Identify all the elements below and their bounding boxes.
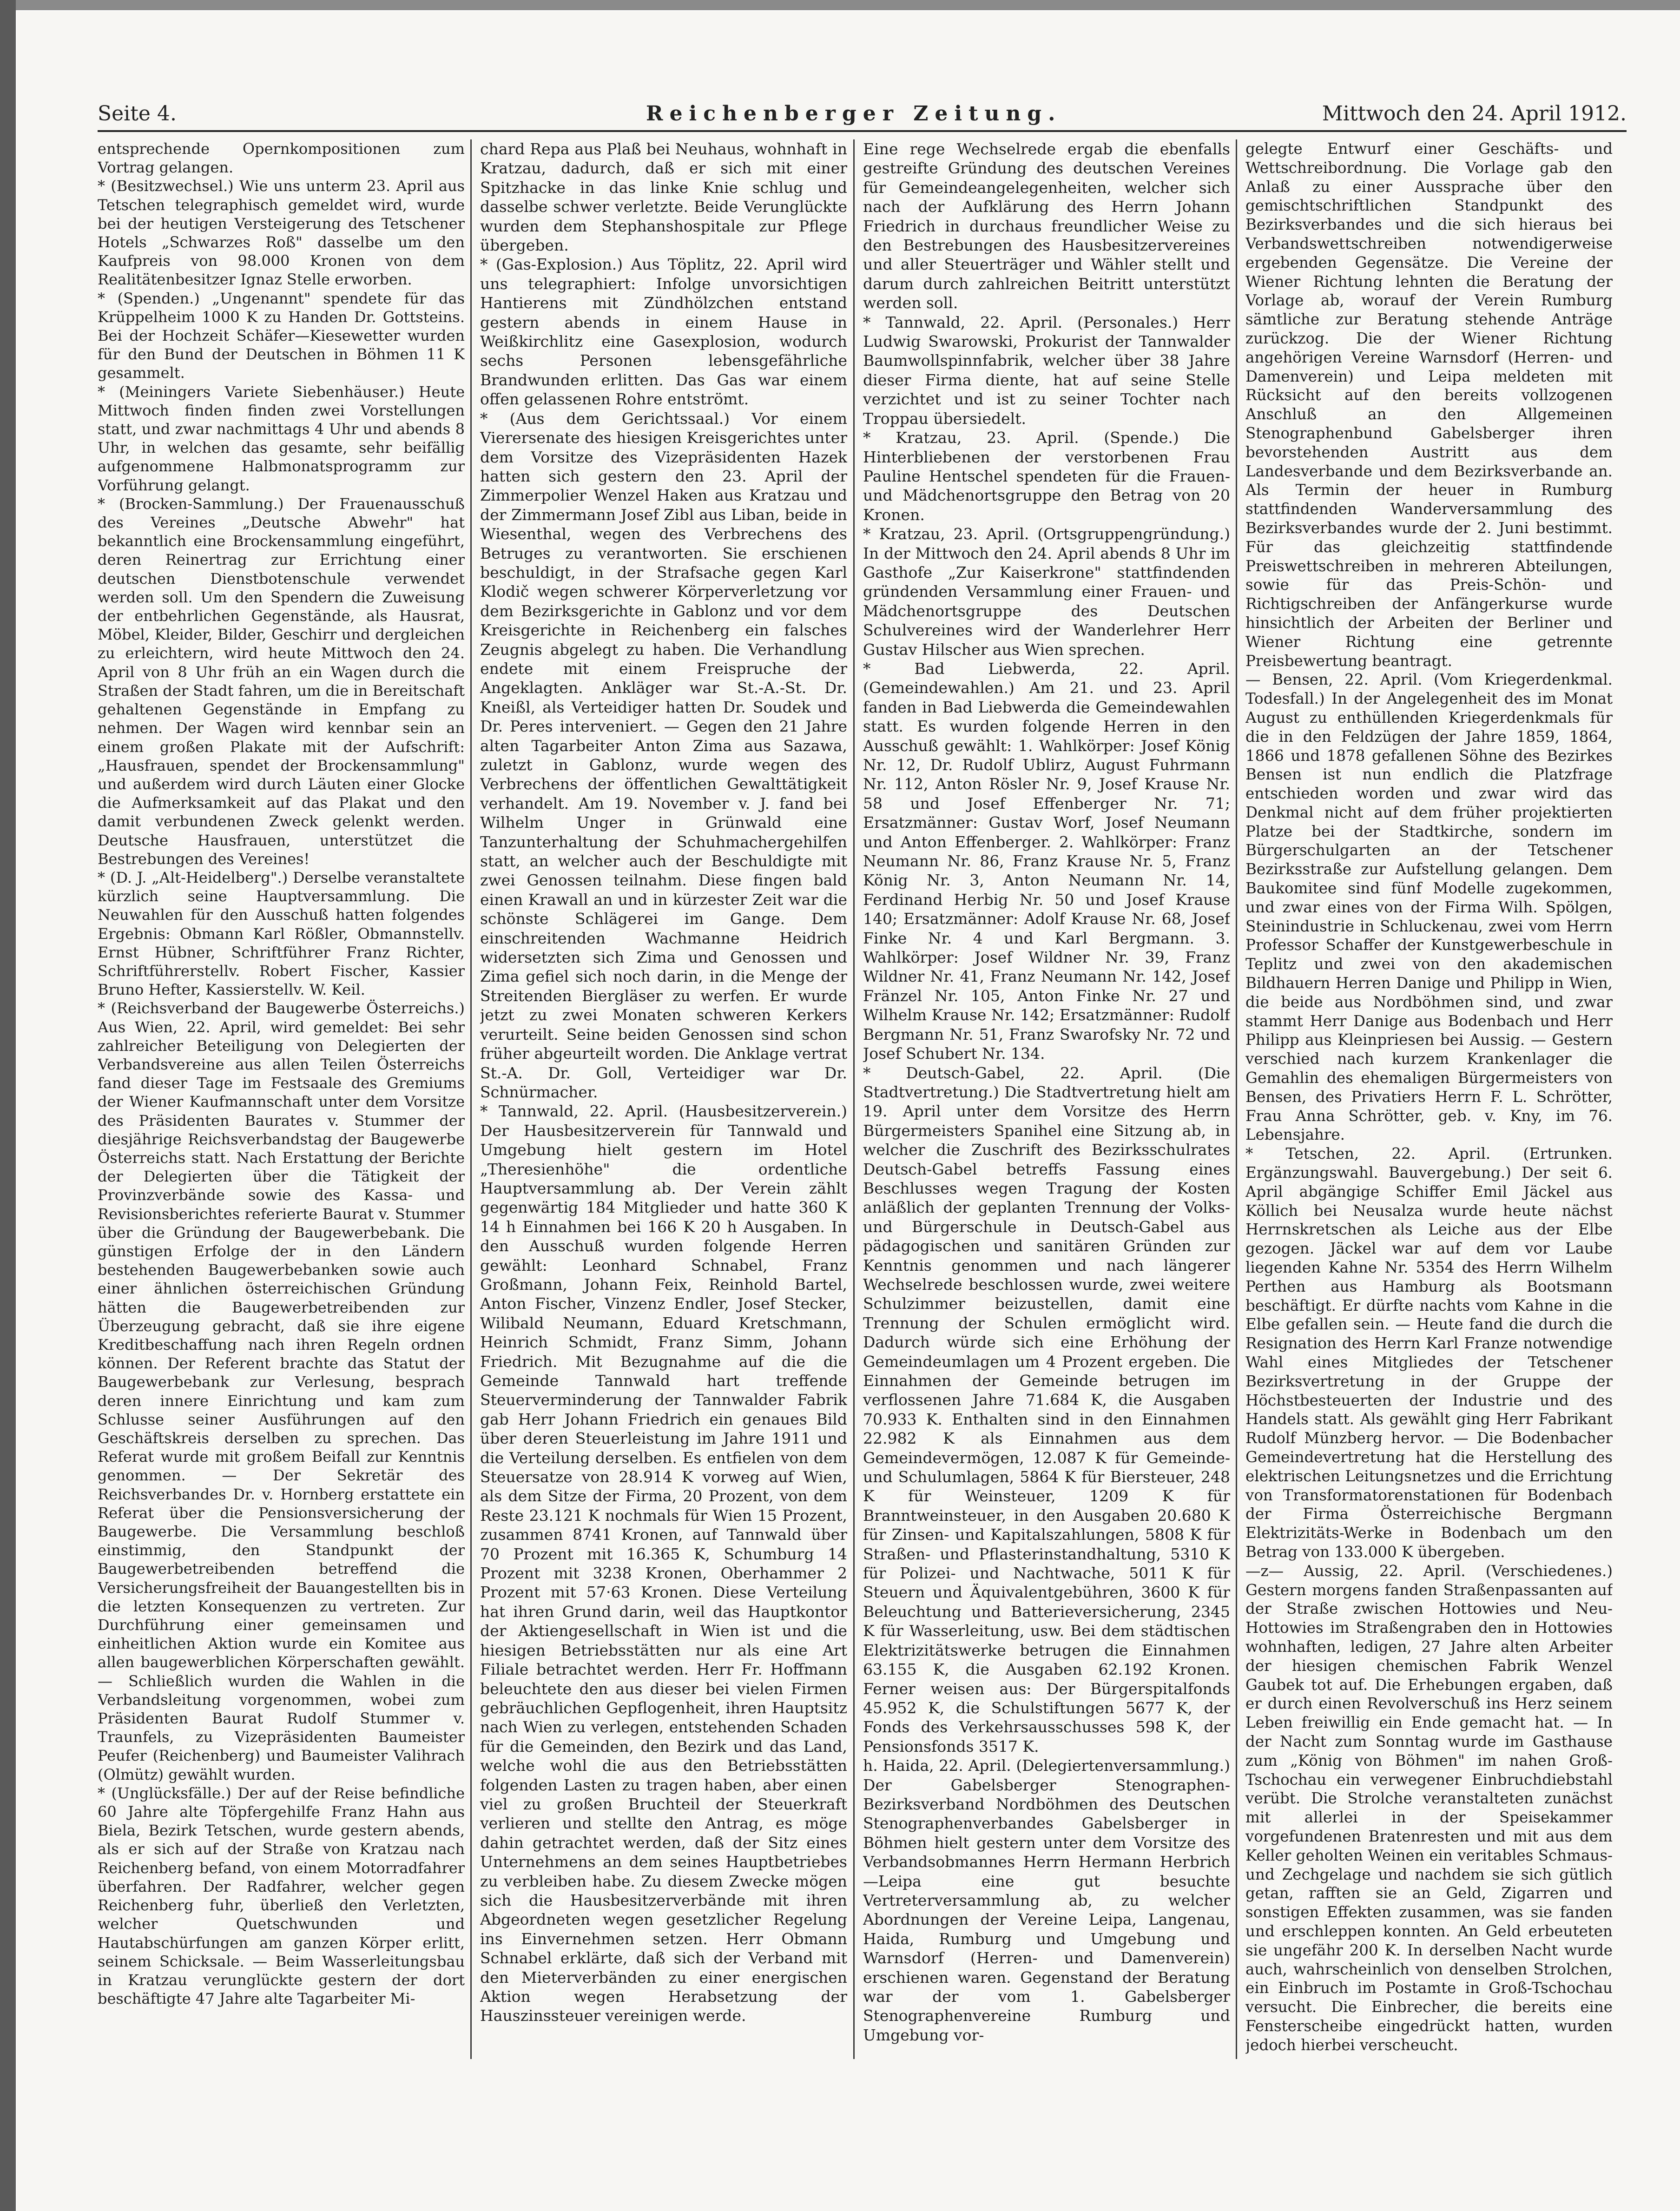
page-number: Seite 4. — [98, 102, 177, 125]
article-paragraph: h. Haida, 22. April. (Delegiertenversammlung.) Der Gabelsberger Stenographen-Bezirksverband Nordböhmen des Deutschen Stenographenverbandes Gabelsberger in Böhmen hielt gestern unter dem Vorsitze des Verbandsobmannes Herrn Hermann Herbrich—Leipa eine gut besuchte Vertreterversammlung ab, zu welcher Abordnungen der Vereine Leipa, Langenau, Haida, Rumburg und Umgebung und Warnsdorf (Herren- und Damenverein) erschienen waren. Gegenstand der Beratung war der vom 1. Gabelsberger Stenographenvereine Rumburg und Umgebung vor- — [863, 1756, 1230, 2044]
article-paragraph: * Tetschen, 22. April. (Ertrunken. Ergänzungswahl. Bauvergebung.) Der seit 6. April abgängige Schiffer Emil Jäckel aus Köllich bei Neusalza wurde heute nächst Herrnskretschen als Leiche aus der Elbe gezogen. Jäckel war auf dem vor Laube liegenden Kahne Nr. 5354 des Herrn Wilhelm Perthen aus Hamburg als Bootsmann beschäftigt. Er dürfte nachts vom Kahne in die Elbe gefallen sein. — Heute fand die durch die Resignation des Herrn Karl Franze notwendige Wahl eines Mitgliedes der Tetschener Bezirksvertretung in der Gruppe der Höchstbesteuerten der Industrie und des Handels statt. Als gewählt ging Herr Fabrikant Rudolf Münzberg hervor. — Die Bodenbacher Gemeindevertretung hat die Herstellung des elektrischen Leitungsnetzes und die Errichtung von Transformatorenstationen für Bodenbach der Firma Österreichische Bergmann Elektrizitäts-Werke in Bodenbach um den Betrag von 133.000 K übergeben. — [1245, 1145, 1613, 1561]
article-paragraph: * (Besitzwechsel.) Wie uns unterm 23. April aus Tetschen telegraphisch gemeldet wird, wurde bei der heutigen Versteigerung des Tetschener Hotels „Schwarzes Roß" dasselbe um den Kaufpreis von 98.000 Kronen von dem Realitätenbesitzer Ignaz Stelle erworben. — [98, 177, 465, 289]
column-2 — [480, 139, 847, 2059]
article-paragraph: * (Unglücksfälle.) Der auf der Reise befindliche 60 Jahre alte Töpfergehilfe Franz Hahn aus Biela, Bezirk Tetschen, wurde gestern abends, als er sich auf der Straße von Kratzau nach Reichenberg befand, von einem Motorradfahrer überfahren. Der Radfahrer, welcher gegen Reichenberg fuhr, überließ den Verletzten, welcher Quetschwunden und Hautabschürfungen am ganzen Körper erlitt, seinem Schicksale. — Beim Wasserleitungsbau in Kratzau verunglückte gestern der dort beschäftigte 47 Jahre alte Tagarbeiter Mi- — [98, 1784, 465, 2008]
article-paragraph: gelegte Entwurf einer Geschäfts- und Wettschreibordnung. Die Vorlage gab den Anlaß zu einer Aussprache über den gemischtschriftlichen Standpunkt des Bezirksverbandes und die sich hieraus bei Verbandswettschreiben notwendigerweise ergebenden Gegensätze. Die Vereine der Wiener Richtung lehnten die Beratung der Vorlage ab, worauf der Verein Rumburg sämtliche zur Beratung stehende Anträge zurückzog. Die der Wiener Richtung angehörigen Vereine Warnsdorf (Herren- und Damenverein) und Leipa meldeten mit Rücksicht auf den bereits vollzogenen Anschluß an den Allgemeinen Stenographenbund Gabelsberger ihren bevorstehenden Austritt aus dem Landesverbande und dem Bezirksverbande an. Als Termin der heuer in Rumburg stattfindenden Wanderversammlung des Bezirksverbandes wurde der 2. Juni bestimmt. Für das gleichzeitig stattfindende Preiswettschreiben in mehreren Abteilungen, sowie für das Preis-Schön- und Richtigschreiben der Anfängerkurse wurde hinsichtlich der Arbeiten der Berliner und Wiener Richtung eine getrennte Preisbewertung beantragt. — [1245, 140, 1613, 670]
scan-edge-left — [0, 0, 16, 2211]
newspaper-title: Reichenberger Zeitung. — [646, 102, 1062, 125]
article-paragraph: * (Aus dem Gerichtssaal.) Vor einem Vierersenate des hiesigen Kreisgerichtes unter dem Vorsitze des Vizepräsidenten Hazek hatten sich gestern den 23. April der Zimmerpolier Wenzel Haken aus Kratzau und der Zimmermann Josef Zibl aus Liban, beide in Wiesenthal, wegen des Verbrechens des Betruges zu verantworten. Sie erschienen beschuldigt, in der Strafsache gegen Karl Klodič wegen schwerer Körperverletzung vor dem Bezirksgerichte in Gablonz und vor dem Kreisgerichte in Reichenberg ein falsches Zeugnis abgelegt zu haben. Die Verhandlung endete mit einem Freispruche der Angeklagten. Ankläger war St.-A.-St. Dr. Kneißl, als Verteidiger hatten Dr. Soudek und Dr. Peres interveniert. — Gegen den 21 Jahre alten Tagarbeiter Anton Zima aus Sazawa, zuletzt in Gablonz, wurde wegen des Verbrechens der öffentlichen Gewalttätigkeit verhandelt. Am 19. November v. J. fand bei Wilhelm Unger in Grünwald eine Tanzunterhaltung der Schuhmachergehilfen statt, an welcher auch der Beschuldigte mit zwei Genossen teilnahm. Diese fingen bald einen Krawall an und in kürzester Zeit war die schönste Schlägerei im Gange. Dem einschreitenden Wachmanne Heidrich widersetzten sich Zima und Genossen und Zima gefiel sich noch darin, in die Menge der Streitenden Biergläser zu werfen. Er wurde jetzt zu zwei Monaten schweren Kerkers verurteilt. Seine beiden Genossen sind schon früher abgeurteilt worden. Die Anklage vertrat St.-A. Dr. Goll, Verteidiger war Dr. Schnürmacher. — [480, 409, 847, 1101]
scan-edge-top — [0, 0, 1680, 10]
article-paragraph: * (Reichsverband der Baugewerbe Österreichs.) Aus Wien, 22. April, wird gemeldet: Bei sehr zahlreicher Beteiligung von Delegierten der Verbandsvereine aus allen Teilen Österreichs fand dieser Tage im Festsaale des Gremiums der Wiener Kaufmannschaft unter dem Vorsitze des Präsidenten Baurates v. Stummer der diesjährige Reichsverbandstag der Baugewerbe Österreichs statt. Nach Erstattung der Berichte der Delegierten über die Tätigkeit der Provinzverbände sowie des Kassa- und Revisionsberichtes referierte Baurat v. Stummer über die Gründung der Baugewerbebank. Die günstigen Erfolge der in den Ländern bestehenden Baugewerbebanken sowie auch einer ähnlichen österreichischen Gründung hätten die Baugewerbetreibenden zur Überzeugung gebracht, daß sie ihre eigene Kreditbeschaffung nach ihren Regeln ordnen können. Der Referent brachte das Statut der Baugewerbebank zur Verlesung, besprach deren innere Einrichtung und kam zum Schlusse seiner Ausführungen auf den Geschäftskreis derselben zu sprechen. Das Referat wurde mit großem Beifall zur Kenntnis genommen. — Der Sekretär des Reichsverbandes Dr. v. Hornberg erstattete ein Referat über die Pensionsversicherung der Baugewerbe. Die Versammlung beschloß einstimmig, den Standpunkt der Baugewerbetreibenden betreffend die Versicherungsfreiheit der Bauangestellten bis in die letzten Konsequenzen zu vertreten. Zur Durchführung einer gemeinsamen und einheitlichen Aktion wurde ein Komitee aus allen baugewerblichen Körperschaften gewählt. — Schließlich wurden die Wahlen in die Verbandsleitung vorgenommen, wobei zum Präsidenten Baurat Rudolf Stummer v. Traunfels, zu Vizepräsidenten Baumeister Peufer (Reichenberg) und Baumeister Valihrach (Olmütz) gewählt wurden. — [98, 999, 465, 1783]
article-paragraph: * Deutsch-Gabel, 22. April. (Die Stadtvertretung.) Die Stadtvertretung hielt am 19. April unter dem Vorsitze des Herrn Bürgermeisters Spanihel eine Sitzung ab, in welcher die Zuschrift des Bezirksschulrates Deutsch-Gabel betreffs Fassung eines Beschlusses wegen Tragung der Kosten anläßlich der geplanten Trennung der Volks- und Bürgerschule in Deutsch-Gabel aus pädagogischen und sanitären Gründen zur Kenntnis genommen und nach längerer Wechselrede beschlossen wurde, zwei weitere Schulzimmer beizustellen, damit eine Trennung der Schulen ermöglicht wird. Dadurch würde sich eine Erhöhung der Gemeindeumlagen um 4 Prozent ergeben. Die Einnahmen der Gemeinde betrugen im verflossenen Jahre 71.684 K, die Ausgaben 70.933 K. Enthalten sind in den Einnahmen 22.982 K als Einnahmen aus dem Gemeindevermögen, 12.087 K für Gemeinde- und Schulumlagen, 5864 K für Biersteuer, 248 K für Weinsteuer, 1209 K für Branntweinsteuer, in den Ausgaben 20.680 K für Zinsen- und Kapitalszahlungen, 5808 K für Straßen- und Pflasterinstandhaltung, 5310 K für Polizei- und Nachtwache, 5011 K für Steuern und Äquivalentgebühren, 3600 K für Beleuchtung und Batterieversicherung, 2345 K für Wasserleitung, usw. Bei dem städtischen Elektrizitätswerke betrugen die Einnahmen 63.155 K, die Ausgaben 62.192 Kronen. Ferner weisen aus: Der Bürgerspitalfonds 45.952 K, die Schulstiftungen 5677 K, der Fonds des Verkehrsausschusses 598 K, der Pensionsfonds 3517 K. — [863, 1063, 1230, 1756]
column-rule — [470, 139, 472, 2059]
article-paragraph: * (Spenden.) „Ungenannt" spendete für das Krüppelheim 1000 K zu Handen Dr. Gottsteins. Bei der Hochzeit Schäfer—Kiesewetter wurden für den Bund der Deutschen in Böhmen 11 K gesammelt. — [98, 289, 465, 382]
article-paragraph: * Bad Liebwerda, 22. April. (Gemeindewahlen.) Am 21. und 23. April fanden in Bad Liebwerda die Gemeindewahlen statt. Es wurden folgende Herren in den Ausschuß gewählt: 1. Wahlkörper: Josef König Nr. 12, Dr. Rudolf Ublirz, August Fuhrmann Nr. 112, Anton Rösler Nr. 9, Josef Krause Nr. 58 und Josef Effenberger Nr. 71; Ersatzmänner: Gustav Worf, Josef Neumann und Anton Effenberger. 2. Wahlkörper: Franz Neumann Nr. 86, Franz Krause Nr. 5, Franz König Nr. 3, Anton Neumann Nr. 14, Ferdinand Herbig Nr. 50 und Josef Krause 140; Ersatzmänner: Adolf Krause Nr. 68, Josef Finke Nr. 4 und Karl Bergmann. 3. Wahlkörper: Josef Wildner Nr. 39, Franz Wildner Nr. 41, Franz Neumann Nr. 142, Josef Fränzel Nr. 105, Anton Finke Nr. 27 und Wilhelm Krause Nr. 142; Ersatzmänner: Rudolf Bergmann Nr. 51, Franz Swarofsky Nr. 72 und Josef Schubert Nr. 134. — [863, 659, 1230, 1063]
article-paragraph: * (Gas-Explosion.) Aus Töplitz, 22. April wird uns telegraphiert: Infolge unvorsichtigen Hantierens mit Zündhölzchen entstand gestern abends in einem Hause in Weißkirchlitz eine Gasexplosion, wodurch sechs Personen lebensgefährliche Brandwunden erlitten. Das Gas war einem offen gelassenen Rohre entströmt. — [480, 255, 847, 409]
article-paragraph: * (Brocken-Sammlung.) Der Frauenausschuß des Vereines „Deutsche Abwehr" hat bekanntlich eine Brockensammlung eingeführt, deren Reinertrag zur Errichtung einer deutschen Dienstbotenschule verwendet werden soll. Um den Spendern die Zuweisung der entbehrlichen Gegenstände, als Hausrat, Möbel, Kleider, Bilder, Geschirr und dergleichen zu erleichtern, wird heute Mittwoch den 24. April von 8 Uhr früh an ein Wagen durch die Straßen der Stadt fahren, um die in Bereitschaft gehaltenen Gegenstände in Empfang zu nehmen. Der Wagen wird kennbar sein an einem großen Plakate mit der Aufschrift: „Hausfrauen, spendet der Brockensammlung" und außerdem wird durch Läuten einer Glocke die Aufmerksamkeit auf das Plakat und den damit verbundenen Zweck gelenkt werden. Deutsche Hausfrauen, unterstützet die Bestrebungen des Vereines! — [98, 495, 465, 868]
article-paragraph: * Kratzau, 23. April. (Ortsgruppengründung.) In der Mittwoch den 24. April abends 8 Uhr im Gasthofe „Zur Kaiserkrone" stattfindenden gründenden Versammlung einer Frauen- und Mädchenortsgruppe des Deutschen Schulvereines wird der Wanderlehrer Herr Gustav Hilscher aus Wien sprechen. — [863, 525, 1230, 659]
article-paragraph: —z— Aussig, 22. April. (Verschiedenes.) Gestern morgens fanden Straßenpassanten auf der Straße zwischen Hottowies und Neu-Hottowies im Straßengraben den in Hottowies wohnhaften, ledigen, 27 Jahre alten Arbeiter der hiesigen chemischen Fabrik Wenzel Gaubek tot auf. Die Erhebungen ergaben, daß er durch einen Revolverschuß ins Herz seinem Leben freiwillig ein Ende gemacht hat. — In der Nacht zum Sonntag wurde im Gasthause zum „König von Böhmen" im nahen Groß-Tschochau ein verwegener Einbruchdiebstahl verübt. Die Strolche veranstalteten zunächst mit allerlei in der Speisekammer vorgefundenen Bratenresten und mit aus dem Keller geholten Weinen ein veritables Schmaus- und Zechgelage und nachdem sie sich gütlich getan, rafften sie an Geld, Zigarren und sonstigen Effekten zusammen, was sie fanden und erschleppen konnten. An Geld erbeuteten sie ungefähr 200 K. In derselben Nacht wurde auch, wahrscheinlich von denselben Strolchen, ein Einbruch im Postamte in Groß-Tschochau versucht. Die Einbrecher, die bereits eine Fensterscheibe eingedrückt hatten, wurden jedoch hierbei verscheucht. — [1245, 1562, 1613, 2054]
article-paragraph: * (D. J. „Alt-Heidelberg".) Derselbe veranstaltete kürzlich seine Hauptversammlung. Die Neuwahlen für den Ausschuß hatten folgendes Ergebnis: Obmann Karl Rößler, Obmannstellv. Ernst Hübner, Schriftführer Franz Richter, Schriftführerstellv. Robert Fischer, Kassier Bruno Hefter, Kassierstellv. W. Keil. — [98, 868, 465, 999]
article-paragraph: * Kratzau, 23. April. (Spende.) Die Hinterbliebenen der verstorbenen Frau Pauline Hentschel spendeten für die Frauen- und Mädchenortsgruppe den Betrag von 20 Kronen. — [863, 429, 1230, 524]
page-header — [98, 98, 1627, 132]
article-paragraph: * (Meiningers Variete Siebenhäuser.) Heute Mittwoch finden finden zwei Vorstellungen statt, und zwar nachmittags 4 Uhr und abends 8 Uhr, in welchen das gesamte, sehr beifällig aufgenommene Halbmonatsprogramm zur Vorführung gelangt. — [98, 383, 465, 494]
article-paragraph: — Bensen, 22. April. (Vom Kriegerdenkmal. Todesfall.) In der Angelegenheit des im Monat August zu enthüllenden Kriegerdenkmals für die in den Feldzügen der Jahre 1859, 1864, 1866 und 1878 gefallenen Söhne des Bezirkes Bensen ist nun endlich die Platzfrage entschieden worden und zwar wird das Denkmal nicht auf dem früher projektierten Platze bei der Stadtkirche, sondern im Bürgerschulgarten an der Tetschener Bezirksstraße zur Aufstellung gelangen. Dem Baukomitee sind fünf Modelle zugekommen, und zwar eines von der Firma Wilh. Spölgen, Steinindustrie in Schluckenau, zwei vom Herrn Professor Schaffer der Kunstgewerbeschule in Teplitz und zwei von den akademischen Bildhauern Herren Danige und Philipp in Wien, die beide aus Nordböhmen sind, und zwar stammt Herr Danige aus Bodenbach und Herr Philipp aus Kleinpriesen bei Aussig. — Gestern verschied nach kurzem Krankenlager die Gemahlin des ehemaligen Bürgermeisters von Bensen, des Privatiers Herrn F. L. Schrötter, Frau Anna Schrötter, geb. v. Kny, im 76. Lebensjahre. — [1245, 671, 1613, 1144]
article-paragraph: Eine rege Wechselrede ergab die ebenfalls gestreifte Gründung des deutschen Vereines für Gemeindeangelegenheiten, welcher sich nach der Aufklärung des Herrn Johann Friedrich in durchaus freundlicher Weise zu den Bestrebungen des Hausbesitzervereines und aller Steuerträger und Wähler stellt und darum durch zahlreichen Beitritt unterstützt werden soll. — [863, 140, 1230, 312]
column-3 — [863, 139, 1230, 2059]
column-4 — [1245, 139, 1613, 2059]
article-paragraph: * Tannwald, 22. April. (Hausbesitzerverein.) Der Hausbesitzerverein für Tannwald und Umgebung hielt gestern im Hotel „Theresienhöhe" die ordentliche Hauptversammlung ab. Der Verein zählt gegenwärtig 184 Mitglieder und hatte 360 K 14 h Einnahmen bei 166 K 20 h Ausgaben. In den Ausschuß wurden folgende Herren gewählt: Leonhard Schnabel, Franz Großmann, Johann Feix, Reinhold Bartel, Anton Fischer, Vinzenz Endler, Josef Stecker, Wilibald Neumann, Eduard Kretschmann, Heinrich Schmidt, Franz Simm, Johann Friedrich. Mit Bezugnahme auf die die Gemeinde Tannwald hart treffende Steuerverminderung der Tannwalder Fabrik gab Herr Johann Friedrich ein genaues Bild über deren Steuerleistung im Jahre 1911 und die Verteilung derselben. Es entfielen von dem Steuersatze von 28.914 K vorweg auf Wien, als dem Sitze der Firma, 20 Prozent, von dem Reste 23.121 K nochmals für Wien 15 Prozent, zusammen 8741 Kronen, auf Tannwald über 70 Prozent mit 16.365 K, Schumburg 14 Prozent mit 3238 Kronen, Oberhammer 2 Prozent mit 57·63 Kronen. Diese Verteilung hat ihren Grund darin, weil das Hauptkontor der Aktiengesellschaft in Wien ist und die hiesigen Betriebsstätten nur als eine Art Filiale betrachtet werden. Herr Fr. Hoffmann beleuchtete den aus dieser bei vielen Firmen gebräuchlichen Gepflogenheit, ihren Hauptsitz nach Wien zu verlegen, entstehenden Schaden für die Gemeinden, den Bezirk und das Land, welche wohl die aus den Betriebsstätten folgenden Lasten zu tragen haben, aber einen viel zu großen Bruchteil der Steuerkraft verlieren und stellte den Antrag, es möge dahin getrachtet werden, daß der Sitz eines Unternehmens an dem seines Hauptbetriebes zu verbleiben habe. Zu diesem Zwecke mögen sich die Hausbesitzerverbände mit ihren Abgeordneten wegen gesetzlicher Regelung ins Einvernehmen setzen. Herr Obmann Schnabel erklärte, daß sich der Verband mit den Mieterverbänden zu einer energischen Aktion wegen Herabsetzung der Hauszinssteuer vereinigen werde. — [480, 1102, 847, 2025]
column-1 — [98, 139, 465, 2059]
column-rule — [853, 139, 855, 2059]
article-paragraph: * Tannwald, 22. April. (Personales.) Herr Ludwig Swarowski, Prokurist der Tannwalder Baumwollspinnfabrik, welcher über 38 Jahre dieser Firma diente, hat auf seine Stelle verzichtet und ist zu seiner Tochter nach Troppau übersiedelt. — [863, 313, 1230, 428]
column-rule — [1236, 139, 1237, 2059]
article-paragraph: entsprechende Opernkompositionen zum Vortrag gelangen. — [98, 140, 465, 177]
issue-date: Mittwoch den 24. April 1912. — [1322, 102, 1627, 125]
article-paragraph: chard Repa aus Plaß bei Neuhaus, wohnhaft in Kratzau, dadurch, daß er sich mit einer Spitzhacke in das linke Knie schlug und dasselbe schwer verletzte. Beide Verunglückte wurden dem Stephanshospitale zur Pflege übergeben. — [480, 140, 847, 255]
